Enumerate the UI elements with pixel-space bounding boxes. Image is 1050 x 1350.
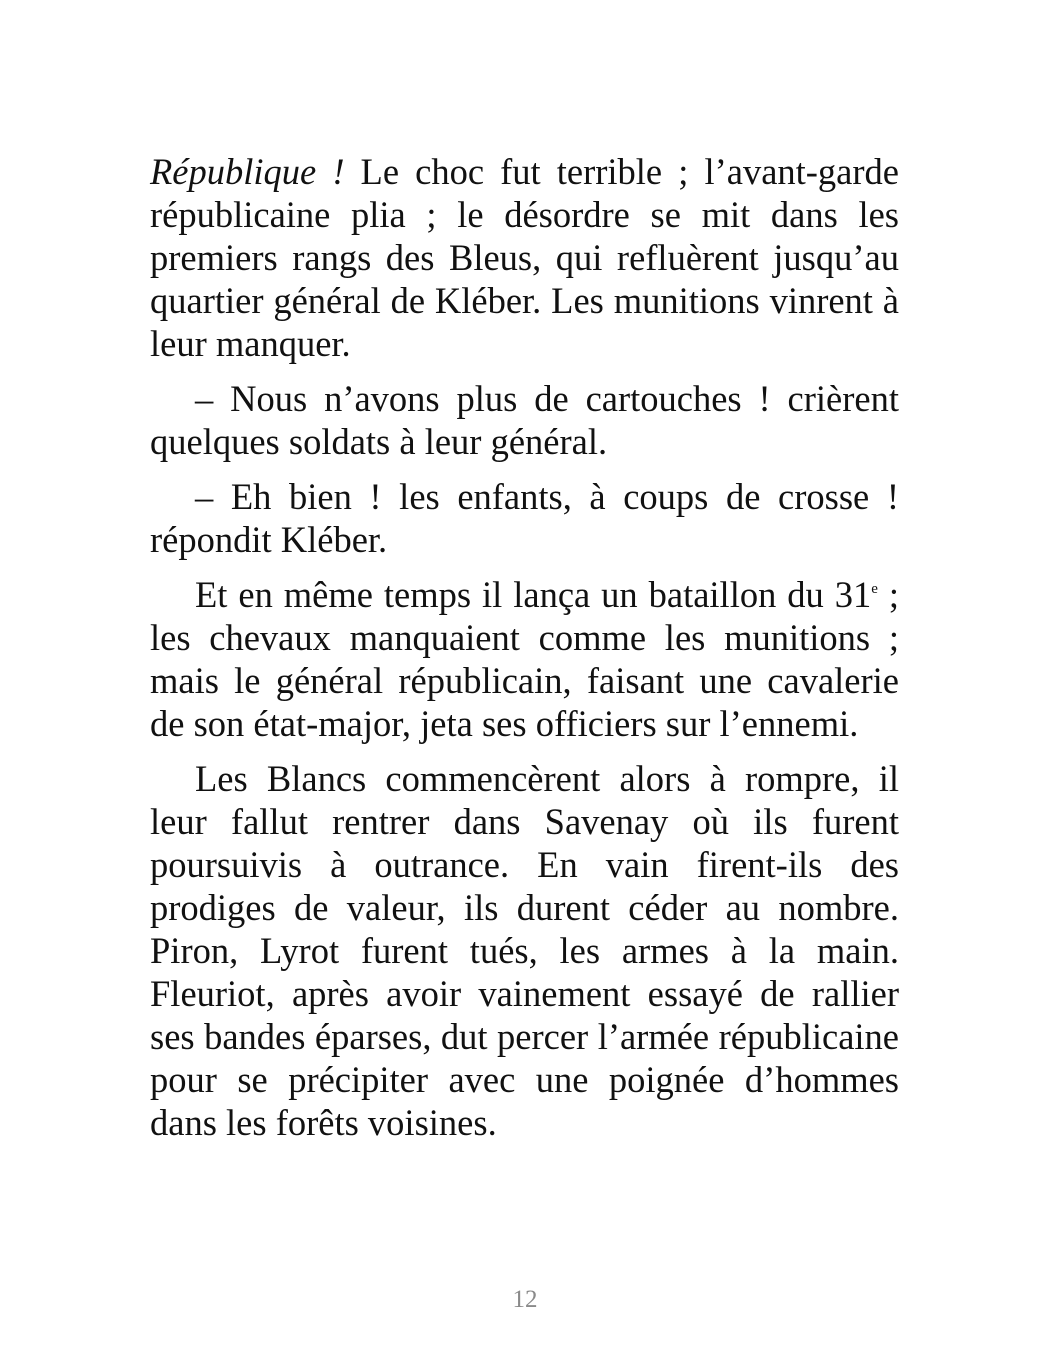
paragraph-1-italic-lead: République ! bbox=[150, 151, 345, 192]
page-number: 12 bbox=[512, 1286, 538, 1313]
paragraph-4-superscript: e bbox=[871, 581, 878, 597]
paragraph-3: – Eh bien ! les enfants, à coups de crosse ! répondit Kléber. bbox=[150, 476, 899, 560]
paragraph-4 bbox=[150, 573, 899, 745]
paragraph-4-text-before: Et en même temps il lança un bataillon du 31 bbox=[195, 574, 872, 615]
page-body bbox=[150, 150, 899, 1156]
paragraph-5: Les Blancs commencèrent alors à rompre, il leur fallut rentrer dans Savenay où ils furent poursuivis à outrance. En vain firent-ils des prodiges de valeur, ils durent céder au nombre. Piron, Lyrot furent tués, les armes à la main. Fleuriot, après avoir vainement essayé de rallier ses bandes éparses, dut percer l’armée républicaine pour se précipiter avec une poignée d’hommes dans les forêts voisines. bbox=[150, 758, 899, 1143]
paragraph-4-text-after: ; les chevaux manquaient comme les munitions ; mais le général républicain, faisant une cavalerie de son état-major, jeta ses officiers sur l’ennemi. bbox=[150, 574, 899, 744]
paragraph-1 bbox=[150, 150, 899, 365]
paragraph-2: – Nous n’avons plus de cartouches ! crièrent quelques soldats à leur général. bbox=[150, 378, 899, 462]
paragraph-1-text: Le choc fut terrible ; l’avant-garde républicaine plia ; le désordre se mit dans les premiers rangs des Bleus, qui refluèrent jusqu’au quartier général de Kléber. Les munitions vinrent à leur manquer. bbox=[150, 151, 899, 364]
